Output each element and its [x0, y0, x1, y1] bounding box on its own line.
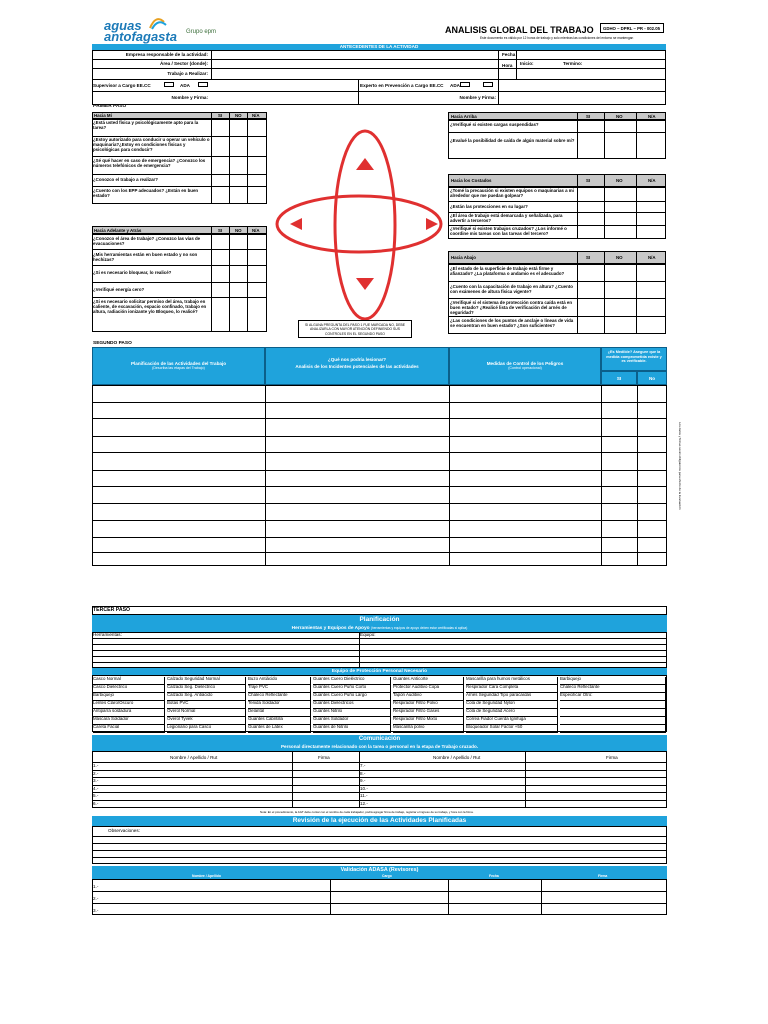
hacia-arriba-q2: ¿Evalué la posibilidad de caída de algún material sobre mí? — [450, 138, 575, 143]
hacia-abajo-q3: ¿Verifiqué si el sistema de protección contra caída está en buen estado? ¿Realicé lista de verificación del arnés de seguridad? — [450, 300, 573, 316]
epp-item[interactable]: Guantes Cuero Puño Corto — [313, 685, 391, 693]
primer-paso-note: SI ALGUNA PREGUNTA DEL PASO 1 FUE MARCADA NO, DEBE ANALIZARLA CON MAYOR ATENCIÓN DEFINIENDO SUS CONTROLES EN EL SEGUNDO PASO — [298, 320, 412, 338]
segundo-no-header: No — [637, 371, 667, 385]
epp-item[interactable]: Tapón Auditivo — [393, 693, 464, 701]
planificacion-bar: Planificación — [92, 615, 667, 625]
hacia-mi-na: N/A — [252, 113, 260, 118]
epp-item[interactable]: Chaleco Reflectante — [560, 685, 666, 693]
hacia-costados-si: SI — [586, 178, 591, 183]
epp-item[interactable]: Guantes de Nitrilo — [313, 725, 391, 733]
epp-item[interactable]: Tenida Soldador — [248, 701, 311, 709]
arrow-up-icon — [356, 158, 374, 170]
page-title: ANALISIS GLOBAL DEL TRABAJO — [445, 25, 594, 35]
hacia-abajo-q2: ¿Cuento con la capacitación de trabajo en altura? ¿Cuento con exámenes de altura física vigente? — [450, 284, 573, 295]
epp-item[interactable]: Barbiquejo — [93, 693, 165, 701]
segundo-col2-sub: Analisis de los Incidentes potenciales de las actividades — [295, 364, 419, 369]
epp-item[interactable]: Overol Tyvek — [167, 717, 246, 725]
val-row-3: 3.- — [93, 908, 99, 913]
val-row-1: 1.- — [93, 884, 99, 889]
revision-table — [92, 826, 667, 864]
hacia-adelante-q4: ¿Verifiqué energía cero? — [93, 287, 145, 292]
nota-text: Nota: En el procedimiento, la AGT debe contar con el nombre de cada trabajador, podrá agregar firma de trabajo, registrar el ingreso de su trabajo, y hora con la firma. — [260, 810, 474, 814]
epp-item[interactable]: Delantal — [248, 709, 311, 717]
epp-item[interactable]: Guantes Soldador — [313, 717, 391, 725]
hora-label: Hora — [502, 63, 513, 68]
hacia-abajo-q1: ¿El estado de la superficie de trabajo está firme y afianzado? ¿La plataforma o andamio es el adecuado? — [450, 266, 565, 277]
arrow-right-icon — [426, 218, 438, 230]
epp-item[interactable]: Correa Fiador Cuerda Ignífuga — [466, 717, 558, 725]
epp-item[interactable]: Calzado Seguridad Normal — [167, 677, 246, 685]
personal-row-line — [92, 800, 667, 801]
inicio-label: Inicio: — [520, 61, 534, 66]
tercer-paso-title-cell — [92, 606, 667, 615]
epp-item[interactable]: Guantes Cabritilla — [248, 717, 311, 725]
revision-bar: Revisión de la ejecución de las Actividades Planificadas — [92, 816, 667, 826]
epp-item[interactable]: Antiparra soldadura — [93, 709, 165, 717]
personal-row-line — [92, 785, 667, 786]
personal-right-num: 7.- — [360, 763, 366, 768]
hacia-mi-q3: ¿Sé qué hacer en caso de emergencia? ¿Conozco los números telefónicos de emergencia? — [93, 158, 206, 169]
epp-item[interactable]: Buzo Antiácido — [248, 677, 311, 685]
epp-item[interactable]: Mascarilla para humos metálicos — [466, 677, 558, 685]
hacia-abajo-no: NO — [616, 255, 623, 260]
val-col-firma: Firma — [598, 874, 608, 878]
hacia-costados-na: N/A — [648, 178, 656, 183]
epp-item[interactable]: Guantes Nitrilo — [313, 709, 391, 717]
val-col-fecha: Fecha — [489, 874, 499, 878]
epp-item[interactable]: Respirador Filtro Mixto — [393, 717, 464, 725]
ada2-label: ADA — [450, 83, 460, 88]
firma-right: Firma — [606, 755, 618, 760]
personal-row-line — [92, 762, 667, 763]
epp-item[interactable]: Casco Dieléctrico — [93, 685, 165, 693]
segundo-col1-header — [92, 347, 265, 385]
hacia-adelante-no: NO — [235, 228, 242, 233]
hacia-costados-title: Hacia los Costados — [451, 178, 492, 183]
personal-row-line — [92, 777, 667, 778]
comunicacion-bar: Comunicación — [92, 735, 667, 743]
herramientas-bar — [92, 625, 667, 632]
hacia-mi-q5: ¿Cuento con los EPP adecuados? ¿Están en buen estado? — [93, 188, 199, 199]
company-logo — [104, 16, 224, 46]
epp-item[interactable]: Traje PVC — [248, 685, 311, 693]
hacia-mi-q4: ¿Conozco el trabajo a realizar? — [93, 177, 158, 182]
epp-item[interactable]: Respirador Cara Completa — [466, 685, 558, 693]
segundo-col3-header — [449, 347, 601, 385]
hacia-costados-no: NO — [616, 178, 623, 183]
epp-item[interactable]: Guantes Cuero Puño Largo — [313, 693, 391, 701]
direction-compass-diagram — [270, 120, 448, 320]
segundo-col2-header — [265, 347, 449, 385]
epp-item[interactable] — [560, 717, 666, 725]
antecedentes-bar: ANTECEDENTES DE LA ACTIVIDAD — [92, 44, 666, 50]
epp-item[interactable]: Respirador Filtro Gases — [393, 709, 464, 717]
epp-item[interactable]: Calzado Seg. Antiácido — [167, 693, 246, 701]
hacia-abajo-q4: ¿Las condiciones de los puntos de anclaje o líneas de vida se encuentran en buen estado? ¿Son suficientes? — [450, 318, 574, 329]
observaciones-label: Observaciones: — [108, 828, 140, 833]
personal-row-line — [92, 770, 667, 771]
hacia-arriba-no: NO — [616, 114, 623, 119]
hacia-costados-q1: ¿Tomé la precaución si existen equipos o maquinarias a mi alrededor que me puedan golpear? — [450, 188, 574, 199]
epp-item[interactable]: Guantes Anticorte — [393, 677, 464, 685]
segundo-col2-label: ¿Qué nos podría lesionar? — [327, 357, 387, 362]
hacia-arriba-q1: ¿Verifiqué si existen cargas suspendidas? — [450, 122, 539, 127]
epp-item[interactable]: Guantes de Látex — [248, 725, 311, 733]
termino-label: Termino: — [563, 61, 583, 66]
epp-item[interactable]: Arnés Seguridad Tipo paracaídas — [466, 693, 558, 701]
epp-item[interactable]: Cola de Seguridad Acero — [466, 709, 558, 717]
personal-left-num: 2.- — [93, 770, 99, 776]
personal-left-num: 6.- — [93, 801, 99, 806]
epp-item[interactable] — [560, 701, 666, 709]
personal-bar: Personal directamente relacionado con la tarea o personal en la etapa de Trabajo cruzado. — [92, 743, 667, 751]
segundo-col1-sub: (Describa las etapas del Trabajo) — [152, 366, 205, 370]
hacia-arriba-title: Hacia Arriba — [451, 114, 477, 119]
hacia-abajo-header — [448, 251, 666, 264]
epp-item[interactable]: Careta Facial — [93, 725, 165, 733]
epp-item[interactable]: Mascarilla polvo — [393, 725, 464, 733]
hacia-adelante-q2: ¿Mis herramientas están en buen estado y no son hechizas? — [93, 252, 198, 263]
hacia-abajo-si: SI — [586, 255, 591, 260]
hacia-costados-q2: ¿Están las protecciones en su lugar? — [450, 204, 528, 209]
epp-item[interactable]: Respirador Filtro Polvo — [393, 701, 464, 709]
segundo-col4-header: ¿Es Medible? Asegure que la medida comprometida existe y es verificable. — [601, 347, 667, 371]
epp-item[interactable]: Calzado Seg. Dieléctrico — [167, 685, 246, 693]
equipo-label: Equipo: — [360, 632, 376, 637]
nombre-firma-label-2: Nombre y Firma: — [459, 95, 496, 100]
segundo-col3-label: Medidas de Control de los Peligros — [486, 361, 564, 366]
area-label: Área / Sector (donde): — [160, 61, 208, 66]
brand-group: Grupo epm — [186, 29, 217, 35]
epp-item[interactable] — [560, 725, 666, 733]
val-col-nombre: Nombre / Apellido — [192, 874, 221, 878]
herramientas-label: Herramientas: — [93, 632, 122, 637]
personal-row-line — [92, 792, 667, 793]
hacia-mi-q1: ¿Está usted física y psicológicamente apto para la tarea? — [93, 120, 199, 131]
brand-line1: aguas — [104, 18, 142, 33]
experto-label: Experto en Prevención a Cargo EE.CC — [360, 83, 444, 88]
ada2-checkbox-2[interactable] — [483, 82, 493, 87]
firma-left: Firma — [318, 755, 330, 760]
segundo-paso-table — [92, 385, 667, 566]
segundo-side-note: Los datos y firmas serán obligatorios para efecto de la Evaluación — [678, 422, 682, 510]
epp-item[interactable]: Barbiquejo — [560, 677, 666, 685]
val-row-2: 2.- — [93, 896, 99, 901]
epp-item[interactable]: Cola de Seguridad Nylon — [466, 701, 558, 709]
nombre-rut-right: Nombre / Apellido / Rut — [433, 755, 481, 760]
epp-item[interactable]: Especificar Otro: — [560, 693, 666, 701]
personal-right-num: 8.- — [360, 770, 366, 776]
segundo-col1-label: Planificación de las Actividades del Trabajo — [130, 361, 227, 366]
epp-item[interactable]: Bloqueador Solar Factor +50 — [466, 725, 558, 733]
personal-right-num: 9.- — [360, 778, 366, 784]
hacia-arriba-header — [448, 112, 666, 120]
epp-item[interactable]: Legionario para Casco — [167, 725, 246, 733]
epp-item[interactable]: Casco Normal — [93, 677, 165, 685]
empresa-label: Empresa responsable de la actividad: — [125, 52, 208, 57]
personal-left-num: 1.- — [93, 763, 99, 768]
epp-item[interactable]: Máscara Soldador — [93, 717, 165, 725]
ada-checkbox[interactable] — [164, 82, 174, 87]
hacia-mi-si: SI — [218, 113, 223, 118]
hacia-costados-q3: ¿El área de trabajo está demarcada y señalizada, para advertir a terceros? — [450, 213, 563, 224]
val-col-cargo: Cargo — [382, 874, 392, 878]
epp-item[interactable]: Guantes Cuero Dieléctrico — [313, 677, 391, 685]
personal-left-num: 4.- — [93, 785, 99, 791]
brand-line2: antofagasta — [104, 29, 177, 44]
hacia-adelante-si: SI — [218, 228, 223, 233]
epp-item[interactable]: Lentes Claro/Oscuro — [93, 701, 165, 709]
hacia-costados-q4: ¿Verifiqué si existen trabajos cruzados? ¿Los informé o coordine mis tareas con las tareas del tercero? — [450, 226, 567, 237]
personal-right-num: 11.- — [360, 793, 368, 799]
hacia-mi-title: Hacia Mí — [94, 113, 112, 118]
herramientas-bar-label: Herramientas y Equipos de Apoyo — [291, 626, 370, 631]
arrow-down-icon — [356, 278, 374, 290]
tercer-paso-title: TERCER PASO — [93, 607, 131, 613]
arrow-left-icon — [290, 218, 302, 230]
epp-item[interactable]: Guantes Dieléctricos — [313, 701, 391, 709]
hacia-arriba-na: N/A — [648, 114, 656, 119]
hacia-adelante-q1: ¿Conozco el área de trabajo? ¿Conozco las vías de evacuaciones? — [93, 236, 201, 247]
ada-checkbox-2[interactable] — [198, 82, 208, 87]
epp-item[interactable] — [560, 709, 666, 717]
trabajo-label: Trabajo a Realizar: — [167, 71, 208, 76]
epp-item[interactable]: Botas PVC — [167, 701, 246, 709]
nombre-firma-label: Nombre y Firma: — [171, 95, 208, 100]
logo-drop-icon — [148, 16, 168, 30]
ada-label: ADA — [180, 83, 190, 88]
hacia-adelante-q3: ¿Si es necesario bloquear, lo realicé? — [93, 270, 172, 275]
personal-right-num: 10.- — [360, 785, 368, 791]
nombre-rut-left: Nombre / Apellido / Rut — [170, 755, 218, 760]
herramientas-bar-note: (herramientas y equipos de apoyo deben estar certificadas si aplica) — [370, 626, 468, 630]
segundo-paso-title: SEGUNDO PASO — [93, 341, 132, 346]
document-code: GDHO – DPRL – PR - 002.05 — [600, 23, 664, 33]
epp-item[interactable]: Chaleco Reflectante — [248, 693, 311, 701]
epp-item[interactable]: Protector Auditivo Copa — [393, 685, 464, 693]
hacia-mi-q2: ¿Estoy autorizado para conducir u operar un vehículo o maquinaria?¿Estoy en condiciones físicas y psicológicas para conducir? — [93, 137, 210, 153]
validacion-bar: Validación ADASA (Revisores) — [92, 866, 667, 874]
hacia-mi-no: NO — [235, 113, 242, 118]
segundo-si-header: SI — [601, 371, 637, 385]
validacion-table — [92, 879, 667, 915]
personal-left-num: 5.- — [93, 793, 99, 799]
hacia-adelante-na: N/A — [252, 228, 260, 233]
epp-item[interactable]: Overol Normal — [167, 709, 246, 717]
fecha-label: Fecha — [502, 52, 516, 57]
hacia-arriba-si: SI — [586, 114, 591, 119]
hacia-abajo-title: Hacia Abajo — [451, 255, 476, 260]
header-subtitle: Este documento es válido por 12 horas de trabajo y solo mientras las condiciones del entorno se mantengan — [480, 36, 634, 40]
ada2-checkbox[interactable] — [460, 82, 470, 87]
supervisor-label: Supervisor a Cargo EE.CC — [93, 83, 151, 88]
hacia-adelante-q5: ¿Si es necesario solicitar permiso del área, trabajo en caliente, de excavación, espacio confinado, trabajo en altura, radiación ionizante y/o Bloqueo, lo realicé? — [93, 299, 207, 315]
hacia-abajo-na: N/A — [648, 255, 656, 260]
primer-paso-title: PRIMER PASO — [93, 104, 127, 109]
personal-right-num: 12.- — [360, 801, 368, 806]
hacia-adelante-title: Hacia Adelante y Atrás — [94, 228, 142, 233]
epp-bar: Equipo de Protección Personal Necesario — [92, 668, 667, 675]
personal-left-num: 3.- — [93, 778, 99, 784]
segundo-col3-sub: (Control operacional) — [508, 366, 542, 370]
